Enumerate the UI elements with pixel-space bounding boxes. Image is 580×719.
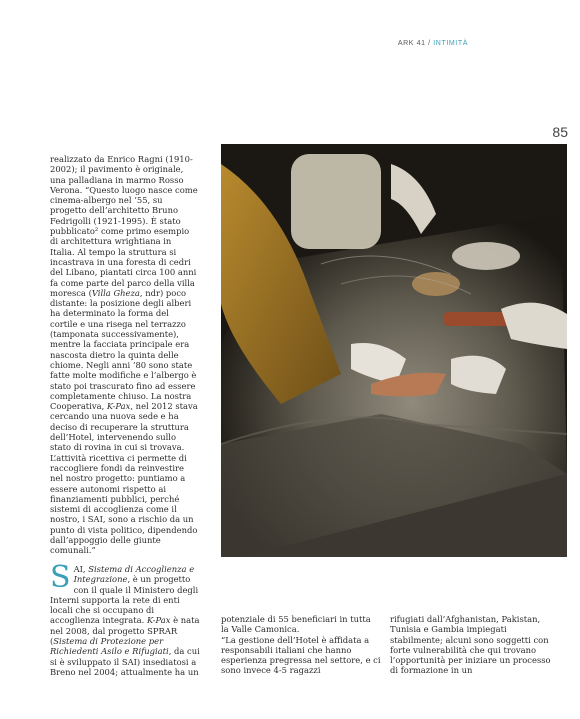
paragraph: potenziale di 55 beneficiari in tutta la Valle Camonica. [221,614,371,635]
header-separator: / [425,40,434,47]
article-column-right [390,614,560,676]
article-column-middle [221,614,381,676]
magazine-name: ARK 41 [397,40,426,47]
article-column-left-top [50,154,198,556]
page-number: 85 [552,124,568,140]
running-header [398,40,468,47]
section-name: INTIMITÀ [433,40,468,47]
paragraph: rifugiati dall’Afghanistan, Pakistan, Tunisia e Gambia impiegati stabilmente; alcuni sono soggetti con forte vulnerabilità che qui trovano l’opportunità per iniziare un processo di formazione in un [390,614,551,676]
paragraph: “La gestione dell’Hotel è affidata a responsabili italiani che hanno esperienza pregressa nel settore, e ci sono invece 4-5 ragazzi [221,634,381,676]
photo-illustration [221,144,567,557]
drop-cap: S [50,560,71,595]
paragraph: realizzato da Enrico Ragni (1910-2002); il pavimento è originale, una palladiana in marmo Rosso Verona. “Questo luogo nasce come cinema-albergo nel ’55, su progetto dell’architetto Bruno Fedrigolli (1921-1995). È stato pubblicato² come primo esempio di architettura wrightiana in Italia. Al tempo la struttura si incastrava in una foresta di cedri del Libano, piantati circa 100 anni fa come parte del parco della villa moresca (Villa Gheza, ndr) poco distante: la posizione degli alberi ha determinato la forma del cortile e una risega nel terrazzo (tamponata successivamente), mentre la facciata principale era nascosta dietro la quinta delle chiome. Negli anni ’80 sono state fatte molte modifiche e l’albergo è stato poi trascurato fino ad essere completamente chiuso. La nostra Cooperativa, K-Pax, nel 2012 stava cercando una nuova sede e ha deciso di recuperare la struttura dell’Hotel, intervenendo sullo stato di rovina in cui si trovava. [50,154,198,453]
photograph-hands-kneading-dough [221,144,567,557]
article-column-left-bottom: SAI, Sistema di Accoglienza e Integrazione, è un progetto con il quale il Ministero degli Interni supporta la rete di enti locali che si occupano di accoglienza integrata. K-Pax è nata nel 2008, dal progetto SPRAR (Sistema di Protezione per Richiedenti Asilo e Rifugiati, da cui si è sviluppato il SAI) insediatosi a Breno nel 2004; attualmente ha un [50,560,200,677]
paragraph: L’attività ricettiva ci permette di raccogliere fondi da reinvestire nel nostro progetto: puntiamo a essere autonomi rispetto ai finanziamenti pubblici, perché sistemi di accoglienza come il nostro, i SAI, sono a rischio da un punto di vista politico, dipendendo dall’appoggio delle giunte comunali.” [50,452,198,556]
